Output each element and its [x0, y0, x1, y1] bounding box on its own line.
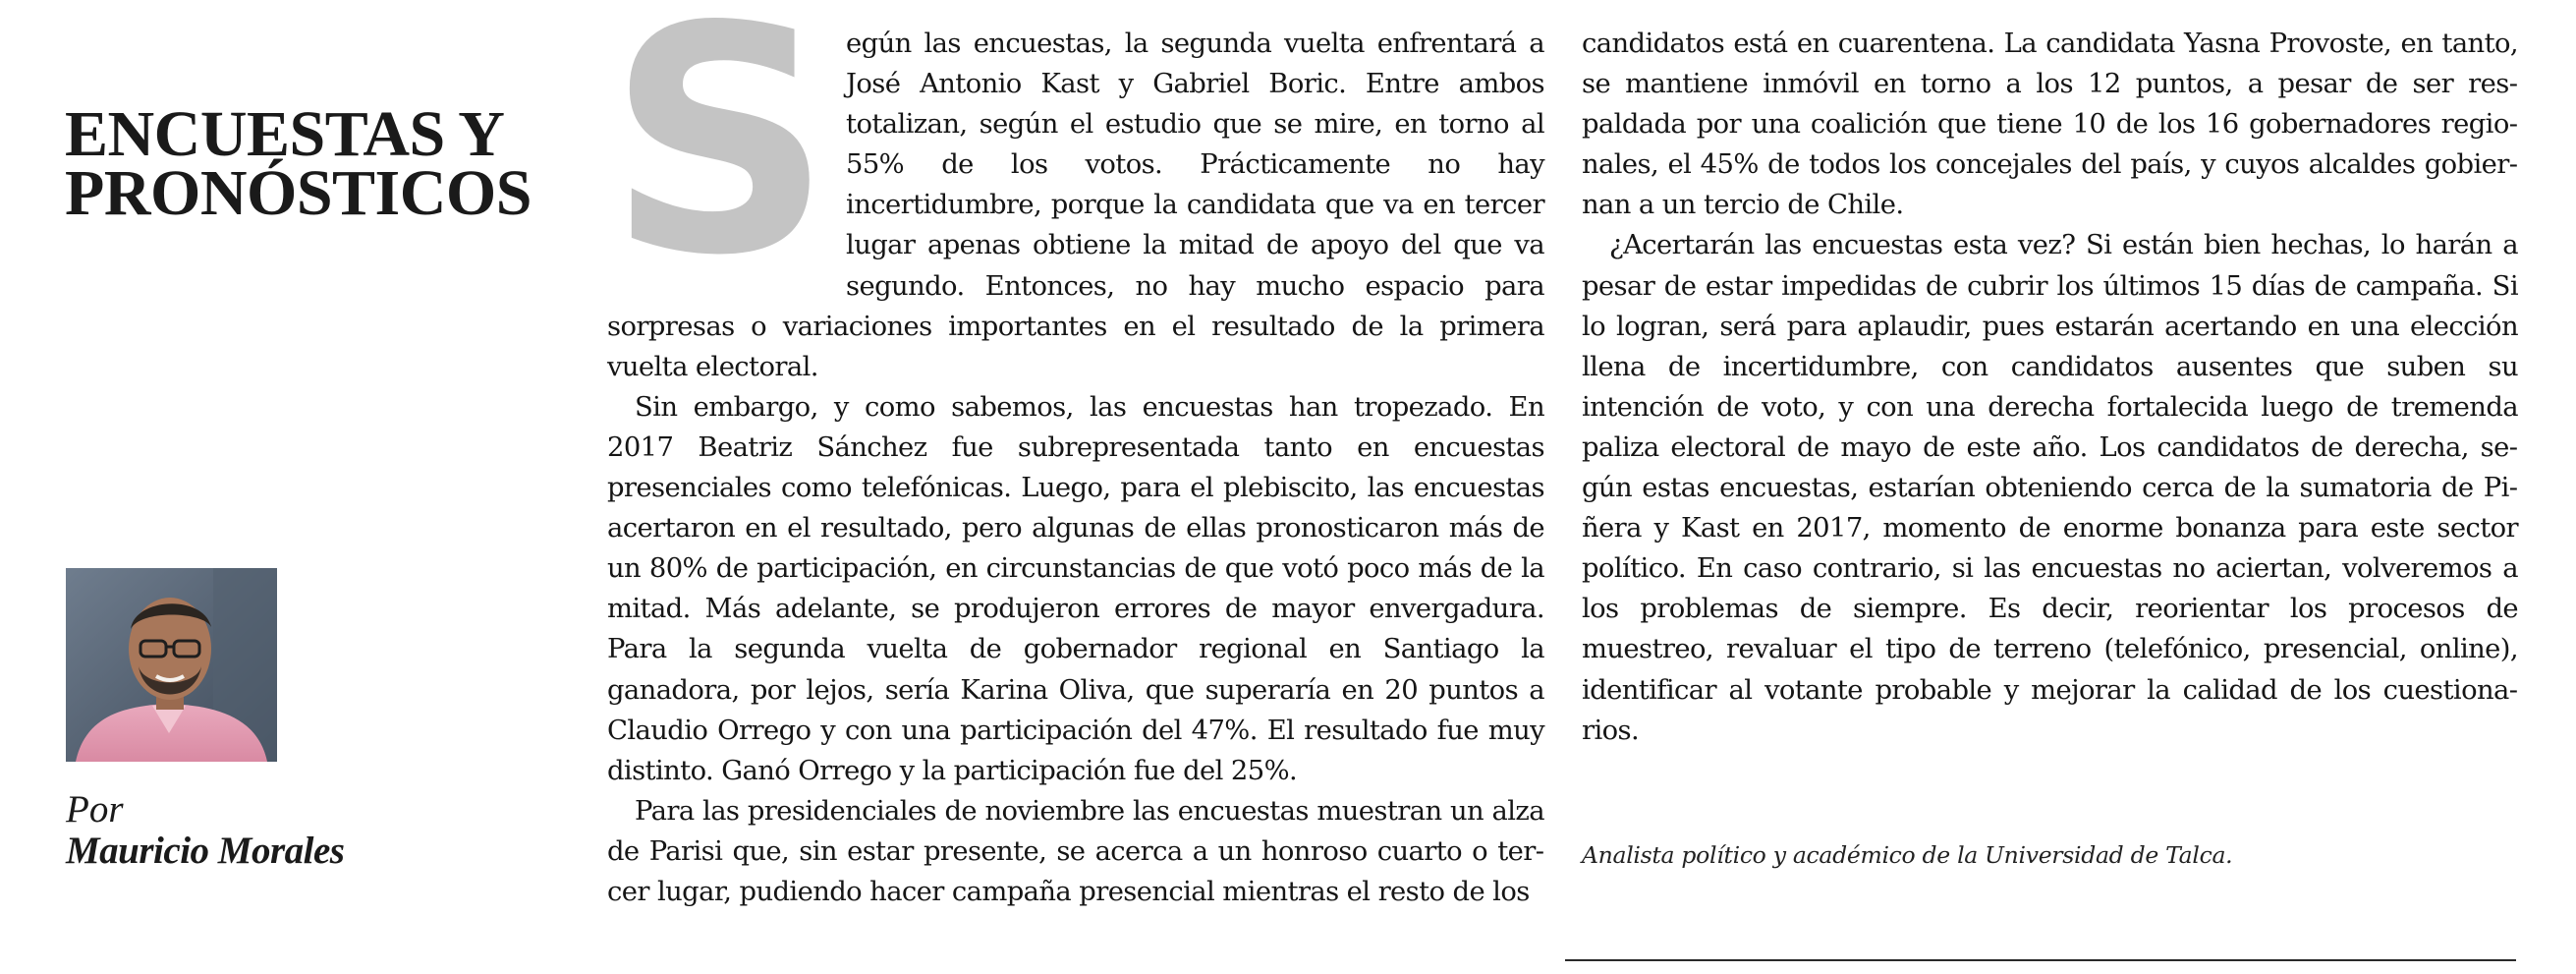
headline-line-2: PRONÓSTICOS [65, 157, 532, 229]
article-paragraph-1-text: egún las encuestas, la segunda vuelta enfrentará a José Antonio Kast y Gabriel Boric. Entre ambos totalizan, según el estudio que se mire, en torno al 55% de los votos. Prácticamente no hay incertidumbre, porque la candidata que va en tercer lugar apenas obtiene la mitad de apoyo del que va segundo. Entonces, no hay mucho espacio para sorpresas o variaciones importantes en el resultado de la primera vuelta electoral. [607, 29, 1544, 382]
article-paragraph-2: Sin embargo, y como sabemos, las encuestas han tropezado. En 2017 Beatriz Sánchez fue subrepresentada tanto en encuestas presenciales como telefónicas. Luego, para el plebiscito, las encuestas acertaron en el resultado, pero algunas de ellas pronosticaron más de un 80% de participación, en circunstancias de que votó poco más de la mitad. Más adelante, se produjeron errores de mayor envergadura. Para la segunda vuelta de gobernador regional en Santiago la ganadora, por lejos, sería Karina Oliva, que superaría en 20 puntos a Claudio Orrego y con una participación del 47%. El resultado fue muy distinto. Ganó Orrego y la participación fue del 25%. [607, 391, 1544, 786]
article-paragraph-3: Para las presidenciales de noviembre las encuestas muestran un alza de Parisi que, sin estar presente, se acerca a un honroso cuarto o tercer lugar, pudiendo hacer campaña presencial mientras el resto de los [607, 795, 1544, 907]
bottom-rule-divider [1565, 959, 2516, 961]
headline-line-1: ENCUESTAS Y [65, 98, 505, 170]
drop-cap: S [607, 0, 833, 323]
article-paragraph-4: candidatos está en cuarentena. La candidata Yasna Provoste, en tanto, se mantiene inmóvil en torno a los 12 puntos, a pesar de ser respaldada por una coalición que tiene 10 de los 16 gobernadores regionales, el 45% de todos los concejales del país, y cuyos alcaldes gobiernan a un tercio de Chile. [1582, 29, 2518, 221]
byline [66, 789, 344, 872]
article-column-2 [1582, 24, 2518, 751]
author-name: Mauricio Morales [66, 830, 345, 872]
article-paragraph-5: ¿Acertarán las encuestas esta vez? Si están bien hechas, lo harán a pesar de estar impedidas de cubrir los últimos 15 días de campaña. Si lo logran, será para aplaudir, pues estarán acertando en una elección llena de incertidumbre, con candidatos ausentes que suben su intención de voto, y con una derecha fortalecida luego de tremenda paliza electoral de mayo de este año. Los candidatos de derecha, según estas encuestas, estarían obteniendo cerca de la sumatoria de Piñera y Kast en 2017, momento de enorme bonanza para este sector político. En caso contrario, si las encuestas no aciertan, volveremos a los problemas de siempre. Es decir, reorientar los procesos de muestreo, revaluar el tipo de terreno (telefónico, presencial, online), identificar al votante probable y mejorar la calidad de los cuestionarios. [1582, 230, 2518, 746]
headline [65, 98, 532, 229]
byline-prefix: Por [66, 788, 124, 831]
author-portrait-image [66, 568, 277, 762]
article-column-1 [607, 0, 1544, 912]
author-photo [66, 568, 277, 762]
article-paragraph-1 [607, 0, 1544, 387]
author-signature: Analista político y académico de la Universidad de Talca. [1582, 841, 2233, 869]
